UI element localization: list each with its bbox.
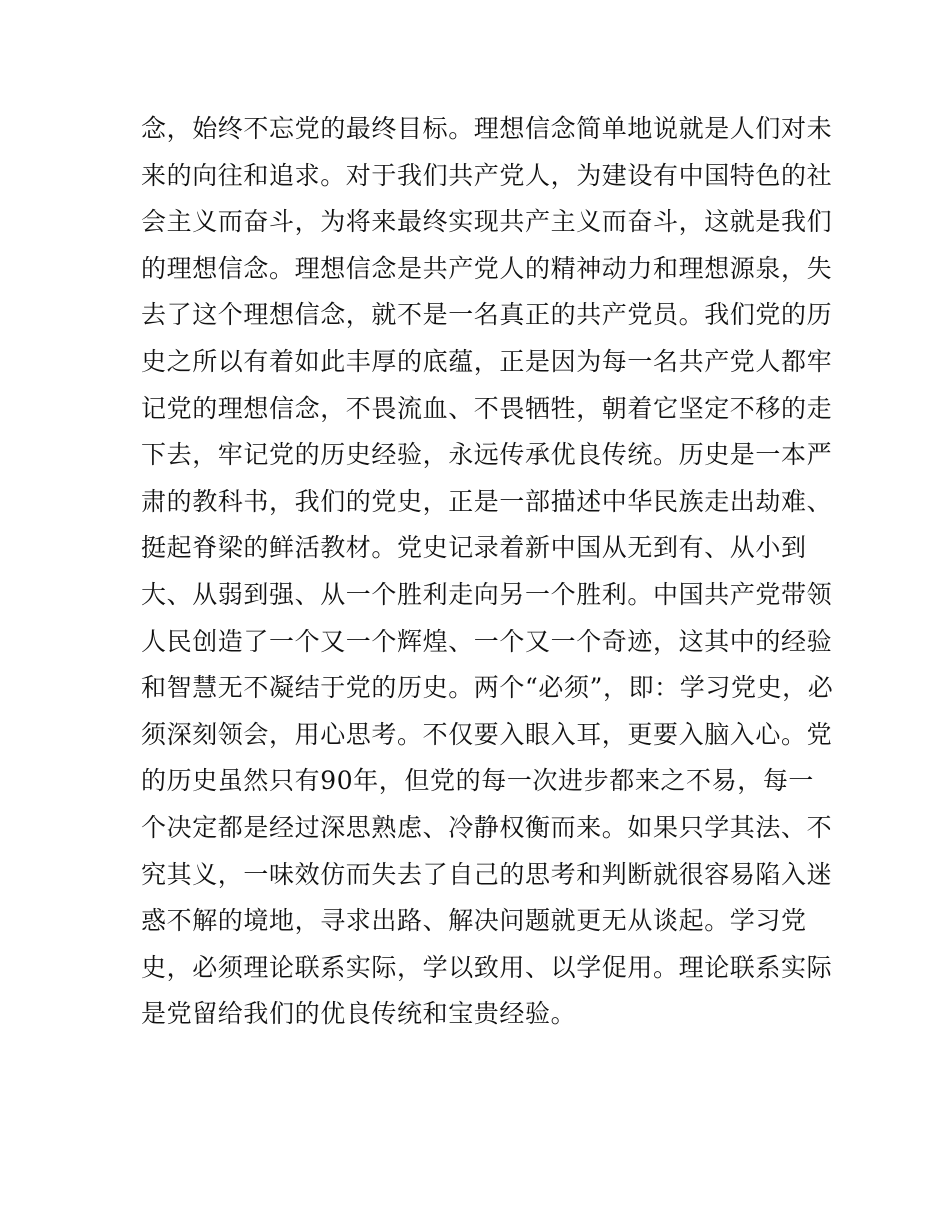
text-line-6: 史之所以有着如此丰厚的底蕴，正是因为每一名共产党人都牢: [141, 346, 833, 376]
text-line-18: 惑不解的境地，寻求出路、解决问题就更无从谈起。学习党: [141, 906, 807, 936]
text-line-15: 的历史虽然只有90年，但党的每一次进步都来之不易，每一: [141, 766, 815, 796]
body-paragraph: [141, 106, 834, 1038]
text-line-10: 挺起脊梁的鲜活教材。党史记录着新中国从无到有、从小到: [141, 533, 807, 563]
text-line-9: 肃的教科书，我们的党史，正是一部描述中华民族走出劫难、: [141, 486, 833, 516]
text-line-11: 大、从弱到强、从一个胜利走向另一个胜利。中国共产党带领: [141, 579, 833, 609]
text-line-20: 是党留给我们的优良传统和宝贵经验。: [141, 999, 577, 1029]
text-line-7: 记党的理想信念，不畏流血、不畏牺牲，朝着它坚定不移的走: [141, 393, 833, 423]
text-line-14: 须深刻领会，用心思考。不仅要入眼入耳，更要入脑入心。党: [141, 719, 833, 749]
text-line-17: 究其义，一味效仿而失去了自己的思考和判断就很容易陷入迷: [141, 859, 833, 889]
text-line-3: 会主义而奋斗，为将来最终实现共产主义而奋斗，这就是我们: [141, 207, 833, 237]
text-line-12: 人民创造了一个又一个辉煌、一个又一个奇迹，这其中的经验: [141, 626, 833, 656]
text-line-5: 去了这个理想信念，就不是一名真正的共产党员。我们党的历: [141, 300, 833, 330]
text-line-19: 史，必须理论联系实际，学以致用、以学促用。理论联系实际: [141, 952, 833, 982]
text-line-13: 和智慧无不凝结于党的历史。两个“必须”，即：学习党史，必: [141, 673, 834, 703]
text-line-4: 的理想信念。理想信念是共产党人的精神动力和理想源泉，失: [141, 253, 833, 283]
text-line-8: 下去，牢记党的历史经验，永远传承优良传统。历史是一本严: [141, 440, 833, 470]
text-line-2: 来的向往和追求。对于我们共产党人，为建设有中国特色的社: [141, 160, 833, 190]
text-line-16: 个决定都是经过深思熟虑、冷静权衡而来。如果只学其法、不: [141, 812, 833, 842]
text-line-1: 念，始终不忘党的最终目标。理想信念简单地说就是人们对未: [141, 114, 833, 143]
